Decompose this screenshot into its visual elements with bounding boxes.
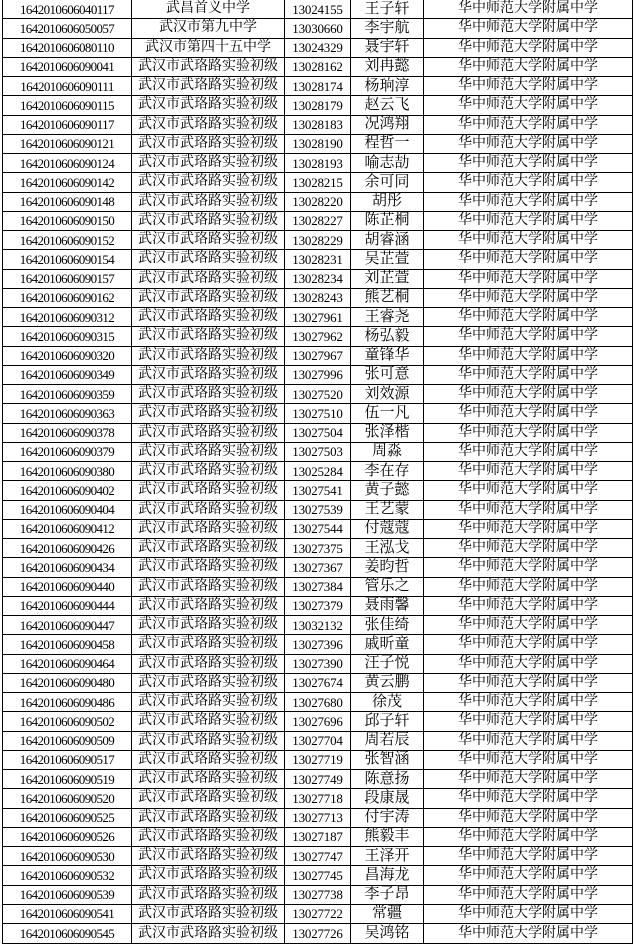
table-row	[3, 211, 633, 230]
cell-exam-number: 1642010606090115	[3, 96, 132, 115]
cell-graduate-school: 武汉市武珞路实验初级	[132, 847, 285, 866]
cell-graduate-school: 武汉市武珞路实验初级	[132, 616, 285, 635]
cell-exam-number: 1642010606090378	[3, 423, 132, 442]
cell-registration-number: 13027539	[285, 500, 351, 519]
cell-admitted-school: 华中师范大学附属中学	[424, 173, 633, 192]
table-row	[3, 192, 633, 211]
table-row	[3, 0, 633, 19]
cell-registration-number: 13028174	[285, 77, 351, 96]
table-row	[3, 673, 633, 692]
cell-graduate-school: 武汉市武珞路实验初级	[132, 558, 285, 577]
cell-admitted-school: 华中师范大学附属中学	[424, 770, 633, 789]
cell-graduate-school: 武汉市武珞路实验初级	[132, 173, 285, 192]
cell-registration-number: 13027747	[285, 847, 351, 866]
cell-graduate-school: 武汉市武珞路实验初级	[132, 770, 285, 789]
cell-graduate-school: 武汉市第九中学	[132, 19, 285, 38]
cell-admitted-school: 华中师范大学附属中学	[424, 808, 633, 827]
cell-student-name: 汪子悦	[351, 654, 424, 673]
table-row	[3, 423, 633, 442]
cell-exam-number: 1642010606090148	[3, 192, 132, 211]
cell-student-name: 伍一凡	[351, 404, 424, 423]
cell-exam-number: 1642010606090426	[3, 539, 132, 558]
cell-student-name: 付宇涛	[351, 808, 424, 827]
cell-graduate-school: 武汉市武珞路实验初级	[132, 885, 285, 904]
cell-admitted-school: 华中师范大学附属中学	[424, 0, 633, 19]
cell-student-name: 杨弘毅	[351, 327, 424, 346]
cell-student-name: 张智涵	[351, 750, 424, 769]
cell-admitted-school: 华中师范大学附属中学	[424, 231, 633, 250]
cell-admitted-school: 华中师范大学附属中学	[424, 77, 633, 96]
cell-student-name: 王泽开	[351, 847, 424, 866]
cell-exam-number: 1642010606090526	[3, 827, 132, 846]
table-row	[3, 693, 633, 712]
cell-student-name: 吴鸿铭	[351, 924, 424, 944]
table-row	[3, 789, 633, 808]
cell-exam-number: 1642010606090121	[3, 134, 132, 153]
cell-registration-number: 13028234	[285, 269, 351, 288]
cell-admitted-school: 华中师范大学附属中学	[424, 596, 633, 615]
cell-student-name: 李子昂	[351, 885, 424, 904]
cell-exam-number: 1642010606090434	[3, 558, 132, 577]
cell-student-name: 张佳绮	[351, 616, 424, 635]
table-row	[3, 385, 633, 404]
cell-student-name: 熊艺桐	[351, 288, 424, 307]
cell-exam-number: 1642010606090444	[3, 596, 132, 615]
cell-student-name: 王泓戈	[351, 539, 424, 558]
cell-admitted-school: 华中师范大学附属中学	[424, 308, 633, 327]
cell-admitted-school: 华中师范大学附属中学	[424, 539, 633, 558]
cell-registration-number: 13028215	[285, 173, 351, 192]
cell-graduate-school: 武汉市武珞路实验初级	[132, 385, 285, 404]
cell-registration-number: 13028227	[285, 211, 351, 230]
cell-exam-number: 1642010606090486	[3, 693, 132, 712]
cell-registration-number: 13027674	[285, 673, 351, 692]
cell-graduate-school: 武汉市武珞路实验初级	[132, 904, 285, 923]
cell-admitted-school: 华中师范大学附属中学	[424, 847, 633, 866]
cell-student-name: 刘冉懿	[351, 57, 424, 76]
cell-exam-number: 1642010606040117	[3, 0, 132, 19]
cell-admitted-school: 华中师范大学附属中学	[424, 346, 633, 365]
cell-graduate-school: 武汉市武珞路实验初级	[132, 827, 285, 846]
cell-registration-number: 13027745	[285, 866, 351, 885]
cell-admitted-school: 华中师范大学附属中学	[424, 462, 633, 481]
cell-graduate-school: 武汉市武珞路实验初级	[132, 115, 285, 134]
cell-student-name: 王睿尧	[351, 308, 424, 327]
cell-student-name: 刘效源	[351, 385, 424, 404]
cell-student-name: 昌海龙	[351, 866, 424, 885]
cell-graduate-school: 武汉市武珞路实验初级	[132, 57, 285, 76]
cell-graduate-school: 武汉市武珞路实验初级	[132, 77, 285, 96]
cell-registration-number: 13030660	[285, 19, 351, 38]
cell-admitted-school: 华中师范大学附属中学	[424, 404, 633, 423]
cell-graduate-school: 武汉市武珞路实验初级	[132, 423, 285, 442]
cell-exam-number: 1642010606090440	[3, 577, 132, 596]
cell-exam-number: 1642010606090458	[3, 635, 132, 654]
table-row	[3, 616, 633, 635]
cell-exam-number: 1642010606090315	[3, 327, 132, 346]
admission-table	[2, 0, 633, 944]
cell-student-name: 吴芷萱	[351, 250, 424, 269]
cell-student-name: 姜昀哲	[351, 558, 424, 577]
cell-graduate-school: 武汉市武珞路实验初级	[132, 673, 285, 692]
cell-student-name: 常疆	[351, 904, 424, 923]
cell-registration-number: 13027375	[285, 539, 351, 558]
cell-graduate-school: 武汉市武珞路实验初级	[132, 308, 285, 327]
table-row	[3, 346, 633, 365]
cell-admitted-school: 华中师范大学附属中学	[424, 365, 633, 384]
cell-admitted-school: 华中师范大学附属中学	[424, 134, 633, 153]
table-row	[3, 57, 633, 76]
cell-registration-number: 13027962	[285, 327, 351, 346]
cell-graduate-school: 武汉市武珞路实验初级	[132, 211, 285, 230]
table-row	[3, 596, 633, 615]
cell-registration-number: 13027726	[285, 924, 351, 944]
cell-registration-number: 13027510	[285, 404, 351, 423]
cell-admitted-school: 华中师范大学附属中学	[424, 635, 633, 654]
table-row	[3, 904, 633, 923]
cell-graduate-school: 武汉市武珞路实验初级	[132, 519, 285, 538]
cell-registration-number: 13028179	[285, 96, 351, 115]
cell-admitted-school: 华中师范大学附属中学	[424, 731, 633, 750]
cell-admitted-school: 华中师范大学附属中学	[424, 481, 633, 500]
cell-graduate-school: 武汉市武珞路实验初级	[132, 327, 285, 346]
cell-exam-number: 1642010606090157	[3, 269, 132, 288]
cell-registration-number: 13028162	[285, 57, 351, 76]
table-row	[3, 38, 633, 57]
cell-graduate-school: 武汉市武珞路实验初级	[132, 346, 285, 365]
cell-student-name: 赵云飞	[351, 96, 424, 115]
cell-graduate-school: 武汉市武珞路实验初级	[132, 250, 285, 269]
table-row	[3, 404, 633, 423]
cell-student-name: 况鸿翔	[351, 115, 424, 134]
table-row	[3, 365, 633, 384]
cell-graduate-school: 武汉市武珞路实验初级	[132, 96, 285, 115]
cell-admitted-school: 华中师范大学附属中学	[424, 827, 633, 846]
cell-registration-number: 13028229	[285, 231, 351, 250]
cell-student-name: 童锋华	[351, 346, 424, 365]
cell-student-name: 余可同	[351, 173, 424, 192]
table-row	[3, 481, 633, 500]
cell-registration-number: 13027544	[285, 519, 351, 538]
cell-graduate-school: 武汉市武珞路实验初级	[132, 500, 285, 519]
cell-graduate-school: 武汉市武珞路实验初级	[132, 693, 285, 712]
cell-admitted-school: 华中师范大学附属中学	[424, 654, 633, 673]
cell-student-name: 周若辰	[351, 731, 424, 750]
table-row	[3, 154, 633, 173]
cell-admitted-school: 华中师范大学附属中学	[424, 423, 633, 442]
cell-graduate-school: 武汉市武珞路实验初级	[132, 924, 285, 944]
cell-registration-number: 13027961	[285, 308, 351, 327]
cell-student-name: 喻志劼	[351, 154, 424, 173]
cell-exam-number: 1642010606090359	[3, 385, 132, 404]
cell-exam-number: 1642010606090320	[3, 346, 132, 365]
cell-graduate-school: 武汉市武珞路实验初级	[132, 134, 285, 153]
table-row	[3, 115, 633, 134]
table-row	[3, 731, 633, 750]
table-row	[3, 231, 633, 250]
cell-student-name: 胡睿涵	[351, 231, 424, 250]
table-row	[3, 173, 633, 192]
cell-registration-number: 13027541	[285, 481, 351, 500]
table-row	[3, 770, 633, 789]
cell-registration-number: 13027187	[285, 827, 351, 846]
table-row	[3, 327, 633, 346]
table-row	[3, 885, 633, 904]
cell-exam-number: 1642010606090517	[3, 750, 132, 769]
cell-admitted-school: 华中师范大学附属中学	[424, 712, 633, 731]
cell-student-name: 陈芷桐	[351, 211, 424, 230]
cell-admitted-school: 华中师范大学附属中学	[424, 192, 633, 211]
cell-exam-number: 1642010606090150	[3, 211, 132, 230]
cell-graduate-school: 武汉市武珞路实验初级	[132, 731, 285, 750]
cell-admitted-school: 华中师范大学附属中学	[424, 673, 633, 692]
cell-student-name: 李在存	[351, 462, 424, 481]
cell-graduate-school: 武汉市武珞路实验初级	[132, 481, 285, 500]
cell-admitted-school: 华中师范大学附属中学	[424, 885, 633, 904]
cell-exam-number: 1642010606090162	[3, 288, 132, 307]
table-row	[3, 924, 633, 944]
cell-graduate-school: 武汉市武珞路实验初级	[132, 154, 285, 173]
cell-exam-number: 1642010606090530	[3, 847, 132, 866]
cell-student-name: 程哲一	[351, 134, 424, 153]
cell-graduate-school: 武汉市武珞路实验初级	[132, 442, 285, 461]
cell-registration-number: 13027738	[285, 885, 351, 904]
cell-registration-number: 13027704	[285, 731, 351, 750]
cell-admitted-school: 华中师范大学附属中学	[424, 327, 633, 346]
cell-registration-number: 13027719	[285, 750, 351, 769]
cell-admitted-school: 华中师范大学附属中学	[424, 866, 633, 885]
table-row	[3, 750, 633, 769]
cell-exam-number: 1642010606090349	[3, 365, 132, 384]
cell-registration-number: 13028193	[285, 154, 351, 173]
cell-admitted-school: 华中师范大学附属中学	[424, 789, 633, 808]
cell-exam-number: 1642010606090539	[3, 885, 132, 904]
cell-exam-number: 1642010606090312	[3, 308, 132, 327]
cell-student-name: 王艺蒙	[351, 500, 424, 519]
cell-registration-number: 13027696	[285, 712, 351, 731]
cell-graduate-school: 武汉市武珞路实验初级	[132, 750, 285, 769]
table-row	[3, 808, 633, 827]
cell-registration-number: 13027520	[285, 385, 351, 404]
cell-exam-number: 1642010606090404	[3, 500, 132, 519]
cell-registration-number: 13027390	[285, 654, 351, 673]
cell-student-name: 张可意	[351, 365, 424, 384]
cell-student-name: 张泽楷	[351, 423, 424, 442]
cell-admitted-school: 华中师范大学附属中学	[424, 269, 633, 288]
table-row	[3, 500, 633, 519]
cell-registration-number: 13027718	[285, 789, 351, 808]
cell-registration-number: 13028243	[285, 288, 351, 307]
cell-registration-number: 13028183	[285, 115, 351, 134]
cell-exam-number: 1642010606080110	[3, 38, 132, 57]
cell-exam-number: 1642010606090525	[3, 808, 132, 827]
cell-registration-number: 13028220	[285, 192, 351, 211]
cell-exam-number: 1642010606090124	[3, 154, 132, 173]
cell-admitted-school: 华中师范大学附属中学	[424, 904, 633, 923]
cell-registration-number: 13027722	[285, 904, 351, 923]
cell-registration-number: 13032132	[285, 616, 351, 635]
cell-graduate-school: 武汉市武珞路实验初级	[132, 808, 285, 827]
cell-registration-number: 13027503	[285, 442, 351, 461]
cell-registration-number: 13028231	[285, 250, 351, 269]
table-row	[3, 519, 633, 538]
cell-exam-number: 1642010606090532	[3, 866, 132, 885]
cell-graduate-school: 武汉市武珞路实验初级	[132, 288, 285, 307]
cell-registration-number: 13028190	[285, 134, 351, 153]
cell-admitted-school: 华中师范大学附属中学	[424, 750, 633, 769]
cell-graduate-school: 武昌首义中学	[132, 0, 285, 19]
cell-student-name: 徐茂	[351, 693, 424, 712]
cell-registration-number: 13027680	[285, 693, 351, 712]
cell-registration-number: 13027504	[285, 423, 351, 442]
cell-admitted-school: 华中师范大学附属中学	[424, 19, 633, 38]
cell-student-name: 胡彤	[351, 192, 424, 211]
cell-student-name: 段康晟	[351, 789, 424, 808]
table-row	[3, 866, 633, 885]
cell-graduate-school: 武汉市武珞路实验初级	[132, 269, 285, 288]
cell-graduate-school: 武汉市武珞路实验初级	[132, 539, 285, 558]
cell-student-name: 管乐之	[351, 577, 424, 596]
cell-exam-number: 1642010606090412	[3, 519, 132, 538]
cell-exam-number: 1642010606090154	[3, 250, 132, 269]
cell-admitted-school: 华中师范大学附属中学	[424, 385, 633, 404]
cell-admitted-school: 华中师范大学附属中学	[424, 693, 633, 712]
table-row	[3, 712, 633, 731]
cell-graduate-school: 武汉市第四十五中学	[132, 38, 285, 57]
cell-admitted-school: 华中师范大学附属中学	[424, 250, 633, 269]
cell-student-name: 周淼	[351, 442, 424, 461]
cell-exam-number: 1642010606090464	[3, 654, 132, 673]
cell-admitted-school: 华中师范大学附属中学	[424, 577, 633, 596]
cell-registration-number: 13027996	[285, 365, 351, 384]
cell-exam-number: 1642010606090380	[3, 462, 132, 481]
cell-exam-number: 1642010606090142	[3, 173, 132, 192]
cell-student-name: 熊毅丰	[351, 827, 424, 846]
cell-exam-number: 1642010606090545	[3, 924, 132, 944]
cell-graduate-school: 武汉市武珞路实验初级	[132, 866, 285, 885]
table-row	[3, 96, 633, 115]
cell-exam-number: 1642010606090117	[3, 115, 132, 134]
cell-graduate-school: 武汉市武珞路实验初级	[132, 789, 285, 808]
table-row	[3, 288, 633, 307]
cell-graduate-school: 武汉市武珞路实验初级	[132, 635, 285, 654]
cell-exam-number: 1642010606090152	[3, 231, 132, 250]
cell-exam-number: 1642010606050057	[3, 19, 132, 38]
cell-student-name: 聂宇轩	[351, 38, 424, 57]
cell-graduate-school: 武汉市武珞路实验初级	[132, 577, 285, 596]
table-row	[3, 269, 633, 288]
cell-graduate-school: 武汉市武珞路实验初级	[132, 231, 285, 250]
table-row	[3, 635, 633, 654]
cell-registration-number: 13027967	[285, 346, 351, 365]
cell-admitted-school: 华中师范大学附属中学	[424, 154, 633, 173]
cell-admitted-school: 华中师范大学附属中学	[424, 519, 633, 538]
cell-graduate-school: 武汉市武珞路实验初级	[132, 712, 285, 731]
cell-student-name: 黄云鹏	[351, 673, 424, 692]
table-row	[3, 462, 633, 481]
cell-exam-number: 1642010606090363	[3, 404, 132, 423]
cell-student-name: 聂雨馨	[351, 596, 424, 615]
cell-student-name: 黄子懿	[351, 481, 424, 500]
cell-exam-number: 1642010606090509	[3, 731, 132, 750]
table-row	[3, 654, 633, 673]
cell-exam-number: 1642010606090502	[3, 712, 132, 731]
cell-admitted-school: 华中师范大学附属中学	[424, 115, 633, 134]
cell-graduate-school: 武汉市武珞路实验初级	[132, 654, 285, 673]
cell-student-name: 杨珦淳	[351, 77, 424, 96]
cell-admitted-school: 华中师范大学附属中学	[424, 558, 633, 577]
cell-admitted-school: 华中师范大学附属中学	[424, 442, 633, 461]
cell-exam-number: 1642010606090111	[3, 77, 132, 96]
table-row	[3, 847, 633, 866]
cell-exam-number: 1642010606090480	[3, 673, 132, 692]
table-row	[3, 442, 633, 461]
cell-registration-number: 13024329	[285, 38, 351, 57]
cell-student-name: 邱子轩	[351, 712, 424, 731]
cell-admitted-school: 华中师范大学附属中学	[424, 500, 633, 519]
table-row	[3, 250, 633, 269]
table-row	[3, 134, 633, 153]
table-row	[3, 558, 633, 577]
table-row	[3, 77, 633, 96]
cell-graduate-school: 武汉市武珞路实验初级	[132, 365, 285, 384]
cell-registration-number: 13024155	[285, 0, 351, 19]
cell-exam-number: 1642010606090041	[3, 57, 132, 76]
cell-exam-number: 1642010606090402	[3, 481, 132, 500]
cell-registration-number: 13025284	[285, 462, 351, 481]
cell-student-name: 王子轩	[351, 0, 424, 19]
cell-student-name: 戚昕童	[351, 635, 424, 654]
cell-admitted-school: 华中师范大学附属中学	[424, 288, 633, 307]
cell-admitted-school: 华中师范大学附属中学	[424, 924, 633, 944]
cell-exam-number: 1642010606090541	[3, 904, 132, 923]
admission-table-body	[3, 0, 633, 944]
cell-admitted-school: 华中师范大学附属中学	[424, 96, 633, 115]
cell-student-name: 李宇航	[351, 19, 424, 38]
cell-admitted-school: 华中师范大学附属中学	[424, 57, 633, 76]
cell-graduate-school: 武汉市武珞路实验初级	[132, 404, 285, 423]
table-row	[3, 19, 633, 38]
cell-registration-number: 13027749	[285, 770, 351, 789]
table-row	[3, 577, 633, 596]
cell-student-name: 付蔻蔻	[351, 519, 424, 538]
cell-graduate-school: 武汉市武珞路实验初级	[132, 462, 285, 481]
cell-student-name: 陈意扬	[351, 770, 424, 789]
table-row	[3, 308, 633, 327]
cell-admitted-school: 华中师范大学附属中学	[424, 616, 633, 635]
cell-registration-number: 13027367	[285, 558, 351, 577]
cell-admitted-school: 华中师范大学附属中学	[424, 211, 633, 230]
cell-admitted-school: 华中师范大学附属中学	[424, 38, 633, 57]
cell-exam-number: 1642010606090519	[3, 770, 132, 789]
cell-graduate-school: 武汉市武珞路实验初级	[132, 192, 285, 211]
cell-exam-number: 1642010606090379	[3, 442, 132, 461]
cell-registration-number: 13027713	[285, 808, 351, 827]
cell-student-name: 刘芷萱	[351, 269, 424, 288]
cell-graduate-school: 武汉市武珞路实验初级	[132, 596, 285, 615]
cell-exam-number: 1642010606090447	[3, 616, 132, 635]
cell-registration-number: 13027396	[285, 635, 351, 654]
cell-registration-number: 13027384	[285, 577, 351, 596]
cell-exam-number: 1642010606090520	[3, 789, 132, 808]
table-row	[3, 539, 633, 558]
table-row	[3, 827, 633, 846]
cell-registration-number: 13027379	[285, 596, 351, 615]
